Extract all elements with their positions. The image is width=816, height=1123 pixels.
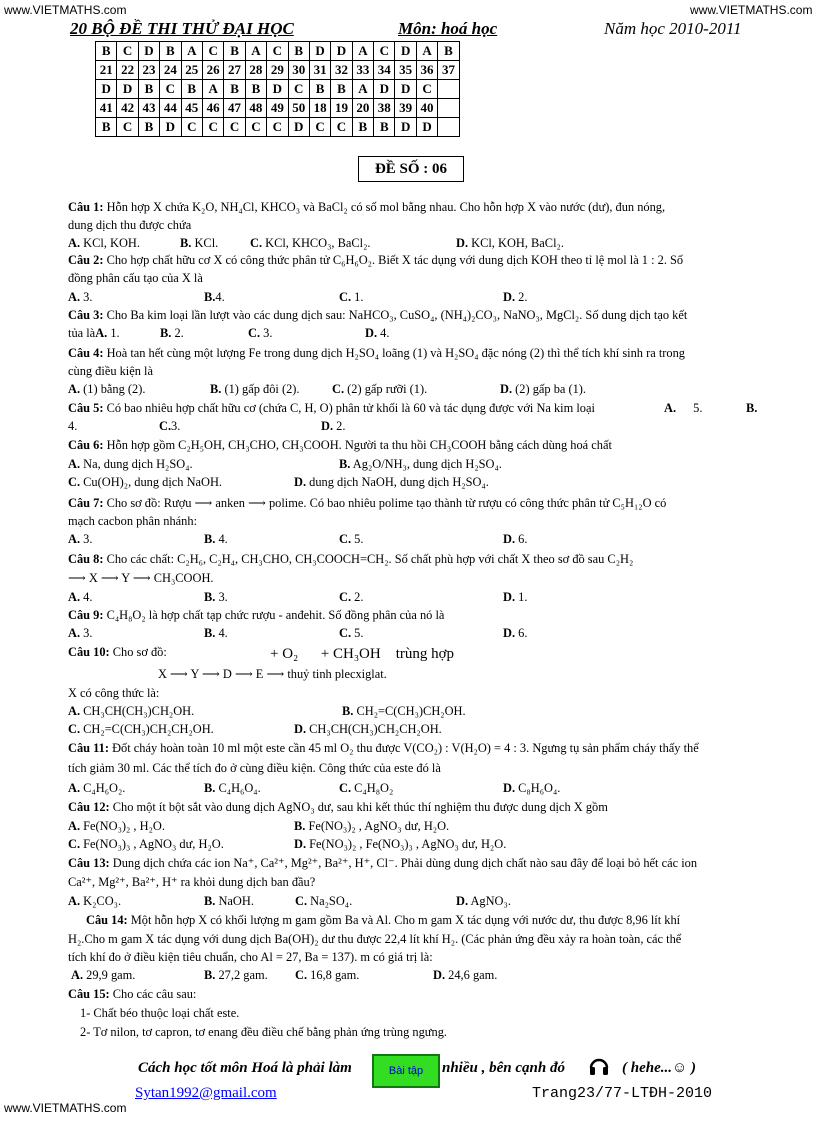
opt-label: D.: [500, 382, 513, 396]
q-text: Hỗn hợp X chứa K₂O, NH₄Cl, KHCO₃ và BaCl₂ có số mol bằng nhau. Cho hỗn hợp X vào nước (dư), đun nóng,: [106, 200, 666, 214]
q-text: Một hỗn hợp X có khối lượng m gam gồm Ba và Al. Cho m gam X tác dụng với nước dư, thu được 8,96 lít khí: [130, 913, 681, 927]
opt-text: 4.: [215, 290, 225, 304]
opt-label: B.: [204, 590, 216, 604]
answer-table-cell: D: [96, 80, 117, 99]
answer-table-cell: B: [309, 80, 330, 99]
opt-label: D.: [294, 722, 307, 736]
opt-text: 4.: [218, 532, 228, 546]
opt-text: Fe(NO₃)₂ , AgNO₃ dư, H₂O.: [308, 819, 450, 833]
answer-table-cell: 24: [160, 61, 181, 80]
answer-table-cell: 21: [96, 61, 117, 80]
q-text: tích giảm 30 ml. Các thể tích đo ở cùng điều kiện. Công thức của este đó là: [68, 761, 441, 775]
opt-text: NaOH.: [218, 894, 254, 908]
opt-label: A.: [68, 532, 81, 546]
q-label: Câu 8:: [68, 552, 104, 566]
headphones-icon: [588, 1055, 610, 1082]
answer-table-cell: [438, 118, 459, 137]
opt-text: 2.: [336, 419, 346, 433]
opt-text: C₄H₈O₂: [354, 781, 394, 795]
opt-label: D.: [321, 419, 334, 433]
answer-table-cell: 30: [288, 61, 309, 80]
answer-table-cell: 25: [181, 61, 202, 80]
q15-statement-2: [80, 1024, 764, 1040]
answer-table-cell: D: [395, 42, 416, 61]
answer-table-cell: D: [288, 118, 309, 137]
opt-label: B.: [204, 968, 216, 982]
answer-table-row: [96, 61, 460, 80]
answer-table-cell: 41: [96, 99, 117, 118]
question-14-cont: [68, 931, 764, 947]
answer-table-row: [96, 99, 460, 118]
opt-label: C.: [68, 722, 81, 736]
watermark-bottom-left: www.VIETMATHS.com: [4, 1101, 127, 1115]
q-label: Câu 1:: [68, 200, 104, 214]
opt-label: A.: [68, 781, 81, 795]
opt-text: C₄H₆O₄.: [218, 781, 261, 795]
opt-label: B.: [204, 532, 216, 546]
opt-label: C.: [339, 626, 352, 640]
question-7: [68, 495, 764, 511]
exercise-button[interactable]: Bài tập: [372, 1054, 440, 1088]
opt-label: B.: [342, 704, 354, 718]
answer-table-row: [96, 118, 460, 137]
question-11: [68, 740, 764, 756]
q-text: C₄H₈O₂ là hợp chất tạp chức rượu - anđehit. Số đồng phân của nó là: [106, 608, 445, 622]
answer-table-cell: [438, 80, 459, 99]
opt-label: B.: [294, 819, 306, 833]
opt-text: 24,6 gam.: [448, 968, 498, 982]
opt-text: KCl, KOH.: [83, 236, 140, 250]
opt-text: C₄H₆O₂.: [83, 781, 126, 795]
opt-text: 3.: [171, 419, 181, 433]
q-text: ⟶ X ⟶ Y ⟶ CH₃COOH.: [68, 571, 214, 585]
opt-text: Ag₂O/NH₃, dung dịch H₂SO₄.: [352, 457, 502, 471]
answer-table-cell: D: [160, 118, 181, 137]
opt-text: K₂CO₃.: [83, 894, 122, 908]
answer-table-cell: D: [395, 118, 416, 137]
q-text: Cho hợp chất hữu cơ X có công thức phân tử C₆H₆O₂. Biết X tác dụng với dung dịch KOH theo tỉ lệ mol là 1 : 2. Số: [106, 253, 684, 267]
question-14-cont2: [68, 949, 764, 965]
q-label: Câu 11:: [68, 741, 109, 755]
opt-text: 4.: [218, 626, 228, 640]
opt-label: D.: [456, 894, 469, 908]
q-label: Câu 2:: [68, 253, 104, 267]
answer-table-cell: A: [352, 42, 373, 61]
opt-text: (2) gấp ba (1).: [515, 382, 587, 396]
answer-table-cell: C: [416, 80, 437, 99]
opt-label: D.: [503, 532, 516, 546]
q-text: 1- Chất béo thuộc loại chất este.: [80, 1006, 240, 1020]
q-label: Câu 13:: [68, 856, 110, 870]
answer-table-cell: [438, 99, 459, 118]
opt-text: 5.: [354, 626, 364, 640]
opt-text: 2.: [518, 290, 528, 304]
q-text: Cho một ít bột sắt vào dung dịch AgNO₃ dư, sau khi kết thúc thí nghiệm thu được dung dịch X gồm: [112, 800, 608, 814]
question-3: [68, 307, 764, 323]
opt-text: KCl.: [194, 236, 219, 250]
opt-label: B.: [204, 626, 216, 640]
opt-label: C.: [248, 326, 261, 340]
opt-text: 16,8 gam.: [310, 968, 360, 982]
question-12: [68, 799, 764, 815]
answer-table-cell: 50: [288, 99, 309, 118]
footer-text-right: nhiều , bên cạnh đó: [442, 1060, 565, 1076]
question-6: [68, 437, 764, 453]
opt-label: C.: [159, 419, 172, 433]
q-label: Câu 3:: [68, 308, 104, 322]
q10-scheme-labels: + O₂ + CH₃OH trùng hợp: [270, 646, 455, 662]
opt-label: A.: [68, 704, 81, 718]
answer-table-cell: C: [202, 42, 223, 61]
q-label: Câu 12:: [68, 800, 110, 814]
answer-table-cell: 18: [309, 99, 330, 118]
exam-title: ĐỀ SỐ : 06: [358, 156, 464, 182]
answer-table-cell: C: [160, 80, 181, 99]
opt-label: B.: [746, 401, 758, 415]
question-11-cont: [68, 760, 764, 776]
q-text: Cho Ba kim loại lần lượt vào các dung dịch sau: NaHCO₃, CuSO₄, (NH₄)₂CO₃, NaNO₃, MgCl₂. Số dung dịch tạo kết: [106, 308, 688, 322]
answer-table-cell: 19: [331, 99, 352, 118]
answer-table-cell: B: [288, 42, 309, 61]
opt-label: B.: [210, 382, 222, 396]
opt-label: C.: [339, 532, 352, 546]
q-text: H₂.Cho m gam X tác dụng với dung dịch Ba(OH)₂ dư thu được 22,4 lít khí H₂. (Các phản ứng đều xảy ra hoàn toàn, các thể: [68, 932, 682, 946]
header-left: 20 BỘ ĐỀ THI THỬ ĐẠI HỌC: [70, 19, 294, 38]
answer-table-cell: B: [245, 80, 266, 99]
answer-table-cell: B: [181, 80, 202, 99]
opt-text: 5.: [693, 401, 703, 415]
opt-text: dung dịch NaOH, dung dịch H₂SO₄.: [309, 475, 489, 489]
answer-table-cell: 45: [181, 99, 202, 118]
opt-text: Fe(NO₃)₂ , Fe(NO₃)₃ , AgNO₃ dư, H₂O.: [309, 837, 507, 851]
opt-text: CH₂=C(CH₃)CH₂CH₂OH.: [83, 722, 214, 736]
answer-table-cell: A: [416, 42, 437, 61]
q-label: Câu 15:: [68, 987, 110, 1001]
q-label: Câu 6:: [68, 438, 104, 452]
answer-table-cell: D: [374, 80, 395, 99]
answer-table-cell: B: [438, 42, 459, 61]
answer-table-cell: 48: [245, 99, 266, 118]
q-text: Hoà tan hết cùng một lượng Fe trong dung dịch H₂SO₄ loãng (1) và H₂SO₄ đặc nóng (2) thì thể tích khí sinh ra trong: [106, 346, 685, 360]
opt-text: 2.: [354, 590, 364, 604]
q-label: Câu 14:: [86, 913, 128, 927]
answer-table-cell: D: [267, 80, 288, 99]
answer-table-cell: 43: [138, 99, 159, 118]
answer-table-cell: B: [138, 118, 159, 137]
opt-label: B.: [204, 290, 216, 304]
q-text: 2- Tơ nilon, tơ capron, tơ enang đều điều chế bằng phản ứng trùng ngưng.: [80, 1025, 447, 1039]
answer-table-cell: C: [117, 118, 138, 137]
answer-table-cell: A: [245, 42, 266, 61]
q-label: Câu 4:: [68, 346, 104, 360]
answer-table-cell: 42: [117, 99, 138, 118]
opt-text: 1.: [354, 290, 364, 304]
opt-text: 29,9 gam.: [86, 968, 136, 982]
q-text: tích khí đo ở điều kiện tiêu chuẩn, cho Al = 27, Ba = 137). m có giá trị là:: [68, 950, 433, 964]
footer-tail: ( hehe...☺ ): [622, 1060, 697, 1076]
q-text: X có công thức là:: [68, 686, 160, 700]
answer-table-cell: C: [245, 118, 266, 137]
answer-table-cell: 22: [117, 61, 138, 80]
header-year: Năm học 2010-2011: [604, 19, 742, 38]
opt-label: D.: [503, 626, 516, 640]
opt-text: AgNO₃.: [470, 894, 511, 908]
question-13-cont: [68, 874, 764, 890]
answer-table-cell: C: [267, 118, 288, 137]
q-label: Câu 10:: [68, 645, 110, 659]
question-4-cont: [68, 363, 764, 379]
opt-text: 3.: [263, 326, 273, 340]
answer-table-cell: B: [352, 118, 373, 137]
opt-text: (1) bằng (2).: [83, 382, 146, 396]
question-1-cont: [68, 217, 764, 233]
opt-text: 3.: [83, 626, 93, 640]
opt-label: A.: [68, 290, 81, 304]
answer-table-cell: 44: [160, 99, 181, 118]
opt-text: (2) gấp rưỡi (1).: [347, 382, 428, 396]
opt-text: 4.: [380, 326, 390, 340]
answer-table-cell: 31: [309, 61, 330, 80]
opt-text: 5.: [354, 532, 364, 546]
opt-label: A.: [71, 968, 84, 982]
opt-label: A.: [68, 894, 81, 908]
opt-label: D.: [365, 326, 378, 340]
opt-label: C.: [339, 590, 352, 604]
opt-label: C.: [339, 781, 352, 795]
answer-table-cell: C: [117, 42, 138, 61]
answer-table-cell: 47: [224, 99, 245, 118]
watermark-top-right: www.VIETMATHS.com: [690, 3, 813, 17]
opt-text: 3.: [218, 590, 228, 604]
q-text: cùng điều kiện là: [68, 364, 153, 378]
answer-table-cell: B: [96, 118, 117, 137]
answer-table-cell: A: [181, 42, 202, 61]
q-text: Hỗn hợp gồm C₂H₅OH, CH₃CHO, CH₃COOH. Người ta thu hồi CH₃COOH bằng cách dùng hoá chất: [106, 438, 612, 452]
opt-text: C₈H₆O₄.: [518, 781, 561, 795]
question-15: [68, 986, 764, 1002]
q-text: mạch cacbon phân nhánh:: [68, 514, 198, 528]
opt-label: C.: [332, 382, 345, 396]
answer-table-cell: 32: [331, 61, 352, 80]
answer-table-cell: A: [202, 80, 223, 99]
q-label: Câu 5:: [68, 401, 104, 415]
answer-table-cell: A: [352, 80, 373, 99]
answer-table-cell: C: [224, 118, 245, 137]
page-number: Trang23/77-LTĐH-2010: [532, 1085, 713, 1102]
q-text: tủa là: [68, 326, 96, 340]
opt-text: 27,2 gam.: [218, 968, 268, 982]
question-8-cont: [68, 570, 764, 586]
opt-label: B.: [204, 894, 216, 908]
answer-table-cell: B: [374, 118, 395, 137]
answer-table-cell: B: [138, 80, 159, 99]
opt-text: 3.: [83, 532, 93, 546]
answer-table-cell: B: [224, 80, 245, 99]
answer-table-cell: 46: [202, 99, 223, 118]
answer-table-cell: D: [395, 80, 416, 99]
answer-table-cell: 38: [374, 99, 395, 118]
opt-label: A.: [68, 626, 81, 640]
question-2: [68, 252, 764, 268]
opt-label: C.: [295, 968, 308, 982]
q15-statement-1: [80, 1005, 764, 1021]
answer-table-cell: D: [416, 118, 437, 137]
header-subject: Môn: hoá học: [398, 19, 498, 38]
answer-table-cell: C: [374, 42, 395, 61]
question-2-cont: [68, 270, 764, 286]
answer-table-cell: 29: [267, 61, 288, 80]
answer-table-cell: B: [224, 42, 245, 61]
opt-label: D.: [503, 781, 516, 795]
opt-text: Fe(NO₃)₃ , AgNO₃ dư, H₂O.: [83, 837, 224, 851]
answer-table-row: [96, 80, 460, 99]
question-9: [68, 607, 764, 623]
opt-text: KCl, KHCO₃, BaCl₂.: [265, 236, 371, 250]
answer-table-cell: 39: [395, 99, 416, 118]
q-text: Cho các chất: C₂H₆, C₂H₄, CH₃CHO, CH₃COOCH=CH₂. Số chất phù hợp với chất X theo sơ đồ sau C₂H₂: [106, 552, 634, 566]
answer-table-cell: C: [331, 118, 352, 137]
opt-text: (1) gấp đôi (2).: [224, 382, 300, 396]
answer-table-cell: D: [309, 42, 330, 61]
answer-table-cell: 35: [395, 61, 416, 80]
question-10-cont: [68, 685, 764, 701]
opt-text: 6.: [518, 532, 528, 546]
q-label: Câu 9:: [68, 608, 104, 622]
footer-text-left: Cách học tốt môn Hoá là phải làm: [138, 1060, 352, 1076]
opt-text: 3.: [83, 290, 93, 304]
opt-label: B.: [160, 326, 172, 340]
q-text: Dung dịch chứa các ion Na⁺, Ca²⁺, Mg²⁺, Ba²⁺, H⁺, Cl⁻. Phải dùng dung dịch chất nào sau đây để loại bỏ hết các ion: [112, 856, 698, 870]
answer-table-cell: B: [96, 42, 117, 61]
answer-table-cell: 37: [438, 61, 459, 80]
answer-table-cell: 49: [267, 99, 288, 118]
opt-label: C.: [295, 894, 308, 908]
opt-label: A.: [68, 457, 81, 471]
q-text: Có bao nhiêu hợp chất hữu cơ (chứa C, H, O) phân tử khối là 60 và tác dụng được với Na kim loại: [106, 401, 595, 415]
answer-table-cell: 27: [224, 61, 245, 80]
watermark-top-left: www.VIETMATHS.com: [4, 3, 127, 17]
answer-table-row: [96, 42, 460, 61]
opt-text: 4.: [83, 590, 93, 604]
answer-table-cell: C: [181, 118, 202, 137]
opt-label: D.: [456, 236, 469, 250]
question-14: [86, 912, 764, 928]
opt-text: 4.: [68, 419, 78, 433]
question-5: [68, 400, 764, 416]
question-4: [68, 345, 764, 361]
opt-label: D.: [503, 290, 516, 304]
opt-text: Cu(OH)₂, dung dịch NaOH.: [83, 475, 223, 489]
opt-text: 1.: [518, 590, 528, 604]
opt-label: B.: [180, 236, 192, 250]
question-8: [68, 551, 764, 567]
opt-text: Na, dung dịch H₂SO₄.: [83, 457, 193, 471]
opt-text: 6.: [518, 626, 528, 640]
opt-label: C.: [339, 290, 352, 304]
opt-text: 2.: [174, 326, 184, 340]
opt-text: KCl, KOH, BaCl₂.: [471, 236, 564, 250]
opt-text: CH₂=C(CH₃)CH₂OH.: [356, 704, 466, 718]
answer-table-cell: 34: [374, 61, 395, 80]
answer-table-cell: C: [288, 80, 309, 99]
answer-table: [95, 41, 460, 137]
email-link[interactable]: Sytan1992@gmail.com: [135, 1085, 277, 1101]
opt-text: 1.: [110, 326, 120, 340]
q-text: đồng phân cấu tạo của X là: [68, 271, 203, 285]
q-label: Câu 7:: [68, 496, 104, 510]
opt-text: CH₃CH(CH₃)CH₂OH.: [83, 704, 195, 718]
question-7-cont: [68, 513, 764, 529]
answer-table-cell: 23: [138, 61, 159, 80]
answer-table-cell: C: [267, 42, 288, 61]
opt-label: A.: [95, 326, 108, 340]
q-text: Cho các câu sau:: [112, 987, 197, 1001]
answer-table-cell: 28: [245, 61, 266, 80]
question-1: [68, 199, 764, 215]
opt-label: A.: [68, 382, 81, 396]
q-text: dung dịch thu được chứa: [68, 218, 192, 232]
answer-table-cell: C: [309, 118, 330, 137]
q10-scheme: [158, 666, 764, 682]
opt-label: C.: [250, 236, 263, 250]
answer-table-cell: D: [138, 42, 159, 61]
answer-table-cell: D: [117, 80, 138, 99]
opt-label: A.: [68, 236, 81, 250]
opt-text: Fe(NO₃)₂ , H₂O.: [83, 819, 165, 833]
q-text: Ca²⁺, Mg²⁺, Ba²⁺, H⁺ ra khỏi dung dịch ban đầu?: [68, 875, 316, 889]
answer-table-cell: 36: [416, 61, 437, 80]
opt-label: A.: [68, 819, 81, 833]
question-13: [68, 855, 764, 871]
opt-label: D.: [294, 475, 307, 489]
opt-label: A.: [68, 590, 81, 604]
opt-label: D.: [294, 837, 307, 851]
opt-text: CH₃CH(CH₃)CH₂CH₂OH.: [309, 722, 442, 736]
opt-label: B.: [339, 457, 351, 471]
opt-label: C.: [68, 475, 81, 489]
q-text: Cho sơ đồ:: [112, 645, 167, 659]
answer-table-cell: 20: [352, 99, 373, 118]
answer-table-cell: 40: [416, 99, 437, 118]
q-text: Đốt cháy hoàn toàn 10 ml một este cần 45 ml O₂ thu được V(CO₂) : V(H₂O) = 4 : 3. Ngưng tụ sản phẩm cháy thấy thể: [112, 741, 699, 755]
answer-table-cell: 26: [202, 61, 223, 80]
q-text: X ⟶ Y ⟶ D ⟶ E ⟶ thuỷ tinh plecxiglat.: [158, 667, 387, 681]
opt-label: B.: [204, 781, 216, 795]
answer-table-cell: 33: [352, 61, 373, 80]
answer-table-cell: D: [331, 42, 352, 61]
answer-table-cell: B: [160, 42, 181, 61]
opt-label: C.: [68, 837, 81, 851]
opt-text: Na₂SO₄.: [310, 894, 353, 908]
opt-label: D.: [503, 590, 516, 604]
opt-label: A.: [664, 401, 677, 415]
answer-table-cell: C: [202, 118, 223, 137]
answer-table-cell: B: [331, 80, 352, 99]
q-text: Cho sơ đồ: Rượu ⟶ anken ⟶ polime. Có bao nhiêu polime tạo thành từ rượu có công thức phân tử C₅H₁₂O có: [106, 496, 667, 510]
opt-label: D.: [433, 968, 446, 982]
